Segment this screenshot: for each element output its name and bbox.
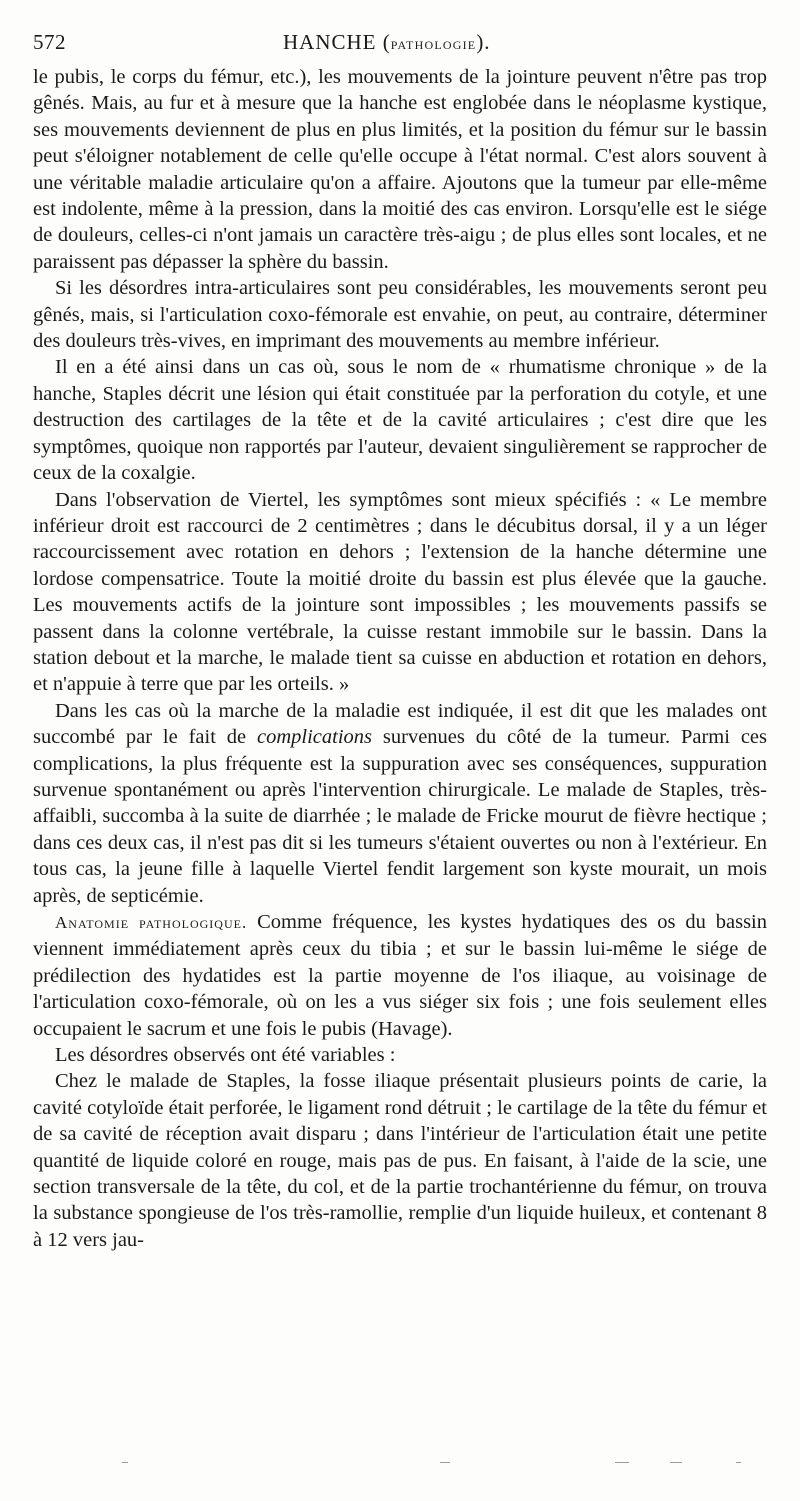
running-head	[33, 30, 767, 60]
paragraph-anatomy	[33, 909, 767, 1042]
paragraph-staples-findings: Chez le malade de Staples, la fosse iliaque présentait plusieurs points de carie, la cavité cotyloïde était perforée, le ligament rond détruit ; le cartilage de la tête du fémur et de sa cavité de réception avait disparu ; dans l'intérieur de l'articulation était une petite quantité de liquide coloré en rouge, mais pas de pus. En faisant, à l'aide de la scie, une section transversale de la tête, du col, et de la partie trochantérienne du fémur, on trouva la substance spongieuse de l'os très-ramollie, remplie d'un liquide huileux, et contenant 8 à 12 vers jau-	[33, 1070, 767, 1251]
section-heading-anatomy: Anatomie pathologique.	[55, 913, 248, 932]
complications-emphasis: complications	[257, 726, 373, 749]
anatomy-text: Comme fréquence, les kystes hydatiques des os du bassin viennent immédiatement après ceux du tibia ; et sur le bassin lui-même le siége de prédilection des hydatides est la partie moyenne de l'os iliaque, au voisinage de l'articulation coxo-fémorale, où on les a vus siéger six fois ; une fois seulement elles occupaient le sacrum et une fois le pubis (Havage).	[33, 911, 768, 1040]
running-title-main: HANCHE (	[283, 30, 391, 54]
page-number: 572	[33, 30, 66, 54]
complications-text-after: survenues du côté de la tumeur. Parmi ces complications, la plus fréquente est la suppuration avec ses conséquences, suppuration survenue spontanément ou après l'intervention chirurgicale. Le malade de Staples, très-affaibli, succomba à la suite de diarrhée ; le malade de Fricke mourut de fièvre hectique ; dans ces deux cas, il n'est pas dit si les tumeurs s'étaient ouvertes ou non à l'extérieur. En tous cas, la jeune fille à laquelle Viertel fendit largement son kyste mourait, un mois après, de septicémie.	[33, 726, 767, 907]
paragraph-continuation: le pubis, le corps du fémur, etc.), les mouvements de la jointure peuvent n'être pas trop gênés. Mais, au fur et à mesure que la hanche est englobée dans le néoplasme kystique, ses mouvements deviennent de plus en plus limités, et la position du fémur sur le bassin peut s'éloigner notablement de celle qu'elle occupe à l'état normal. C'est alors souvent à une véritable maladie articulaire qu'on a affaire. Ajoutons que la tumeur par elle-même est indolente, même à la pression, dans la moitié des cas environ. Lorsqu'elle est le siége de douleurs, celles-ci n'ont jamais un caractère très-aigu ; de plus elles sont locales, et ne paraissent pas dépasser la sphère du bassin.	[33, 66, 767, 273]
complications-text-before: Dans les cas où la marche de la maladie est indiquée, il est dit que les malades ont succombé par le fait de	[33, 699, 767, 749]
scan-mark	[615, 1462, 629, 1463]
running-title-subject: pathologie	[390, 34, 477, 53]
running-title-end: ).	[476, 30, 491, 54]
paragraph-staples-case: Il en a été ainsi dans un cas où, sous le nom de « rhumatisme chronique » de la hanche, Staples décrit une lésion qui était constituée par la perforation du cotyle, et une destruction des cartilages de la tête et de la cavité articulaires ; c'est dire que les symptômes, quoique non rapportés par l'auteur, devaient singulièrement se rapprocher de ceux de la coxalgie.	[33, 356, 767, 485]
paragraph-complications	[33, 698, 767, 909]
paragraph-intra-articular: Si les désordres intra-articulaires sont peu considérables, les mouvements seront peu gênés, mais, si l'articulation coxo-fémorale est envahie, on peut, au contraire, déterminer des douleurs très-vives, en imprimant des mouvements au membre inférieur.	[33, 277, 767, 353]
scan-mark	[670, 1462, 682, 1463]
paragraph-disorders: Les désordres observés ont été variables :	[55, 1044, 396, 1067]
scan-mark	[122, 1462, 128, 1463]
running-title	[283, 30, 491, 55]
scan-mark	[736, 1462, 741, 1463]
scan-mark	[440, 1462, 450, 1463]
paragraph-viertel-observation: Dans l'observation de Viertel, les symptômes sont mieux spécifiés : « Le membre inférieur droit est raccourci de 2 centimètres ; dans le décubitus dorsal, il y a un léger raccourcissement avec rotation en dehors ; l'extension de la hanche détermine une lordose compensatrice. Toute la moitié droite du bassin est plus élevée que la gauche. Les mouvements actifs de la jointure sont impossibles ; les mouvements passifs se passent dans la colonne vertébrale, la cuisse restant immobile sur le bassin. Dans la station debout et la marche, le malade tient sa cuisse en abduction et rotation en dehors, et n'appuie à terre que par les orteils. »	[33, 488, 767, 696]
scan-footer-marks	[110, 1462, 750, 1468]
body-text	[33, 64, 767, 1253]
